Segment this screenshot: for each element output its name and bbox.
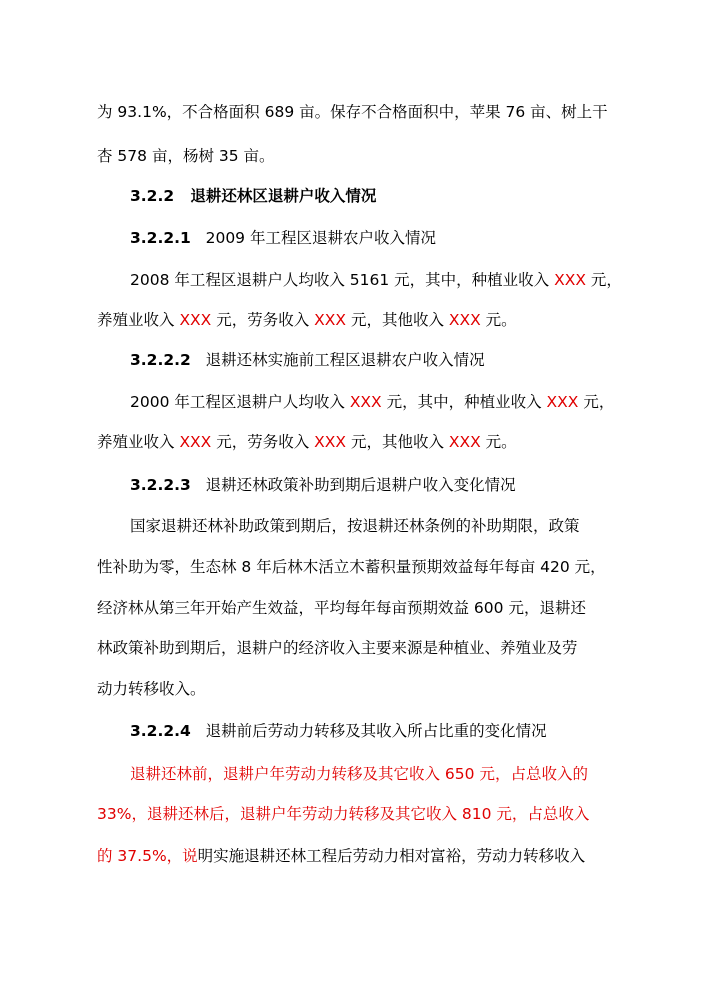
placeholder-value: XXX bbox=[314, 433, 347, 451]
heading-number: 3.2.2.3 bbox=[130, 476, 191, 494]
paragraph-line bbox=[130, 392, 614, 412]
paragraph-line: 为 93.1%，不合格面积 689 亩。保存不合格面积中，苹果 76 亩、树上干 bbox=[97, 103, 608, 121]
paragraph-line bbox=[97, 846, 585, 866]
paragraph-line bbox=[130, 270, 622, 290]
paragraph-line: 动力转移收入。 bbox=[97, 680, 206, 698]
placeholder-value: XXX bbox=[349, 393, 382, 411]
section-heading-3-2-2-1 bbox=[130, 228, 436, 248]
section-heading-3-2-2-2 bbox=[130, 350, 485, 370]
text-run: 元，其中，种植业收入 bbox=[381, 393, 547, 411]
paragraph-line: 性补助为零，生态林 8 年后林木活立木蓄积量预期效益每年每亩 420 元， bbox=[97, 558, 606, 576]
text-run: 养殖业收入 bbox=[97, 433, 180, 451]
text-run: 元，劳务收入 bbox=[211, 433, 315, 451]
paragraph-line: 经济林从第三年开始产生效益，平均每年每亩预期效益 600 元，退耕还 bbox=[97, 599, 586, 617]
text-run: 2008 年工程区退耕户人均收入 5161 元，其中，种植业收入 bbox=[130, 271, 555, 289]
text-run: 元。 bbox=[480, 311, 517, 329]
text-run: 元。 bbox=[480, 433, 517, 451]
paragraph-line bbox=[97, 432, 517, 452]
paragraph-line: 杏 578 亩，杨树 35 亩。 bbox=[97, 147, 275, 165]
heading-number: 3.2.2 bbox=[130, 187, 175, 205]
paragraph-line bbox=[97, 310, 517, 330]
text-run: 2000 年工程区退耕户人均收入 bbox=[130, 393, 350, 411]
placeholder-value: XXX bbox=[546, 393, 579, 411]
paragraph-line: 33%，退耕还林后，退耕户年劳动力转移及其它收入 810 元，占总收入 bbox=[97, 805, 590, 823]
text-run: 元， bbox=[578, 393, 615, 411]
text-run: 元，劳务收入 bbox=[211, 311, 315, 329]
section-heading-3-2-2 bbox=[130, 186, 376, 206]
placeholder-value: XXX bbox=[554, 271, 586, 289]
placeholder-value: XXX bbox=[448, 311, 481, 329]
paragraph-line: 林政策补助到期后，退耕户的经济收入主要来源是种植业、养殖业及劳 bbox=[97, 639, 578, 657]
heading-title: 退耕还林区退耕户收入情况 bbox=[190, 187, 377, 205]
text-run: 明实施退耕还林工程后劳动力相对富裕，劳动力转移收入 bbox=[197, 847, 586, 865]
text-run: 元，其他收入 bbox=[346, 311, 449, 329]
heading-title: 退耕前后劳动力转移及其收入所占比重的变化情况 bbox=[205, 722, 547, 740]
placeholder-value: XXX bbox=[314, 311, 347, 329]
heading-title: 2009 年工程区退耕农户收入情况 bbox=[205, 229, 436, 247]
placeholder-value: XXX bbox=[448, 433, 481, 451]
placeholder-value: XXX bbox=[179, 311, 212, 329]
heading-number: 3.2.2.1 bbox=[130, 229, 191, 247]
heading-title: 退耕还林政策补助到期后退耕户收入变化情况 bbox=[205, 476, 516, 494]
heading-title: 退耕还林实施前工程区退耕农户收入情况 bbox=[205, 351, 485, 369]
paragraph-line: 退耕还林前，退耕户年劳动力转移及其它收入 650 元，占总收入的 bbox=[130, 765, 588, 783]
text-run: 元，其他收入 bbox=[346, 433, 449, 451]
heading-number: 3.2.2.4 bbox=[130, 722, 191, 740]
text-run: 元， bbox=[585, 271, 622, 289]
text-run: 的 37.5%，说 bbox=[97, 847, 198, 865]
heading-number: 3.2.2.2 bbox=[130, 351, 191, 369]
placeholder-value: XXX bbox=[179, 433, 212, 451]
paragraph-line: 国家退耕还林补助政策到期后，按退耕还林条例的补助期限，政策 bbox=[130, 517, 580, 535]
section-heading-3-2-2-4 bbox=[130, 721, 547, 741]
section-heading-3-2-2-3 bbox=[130, 475, 516, 495]
text-run: 养殖业收入 bbox=[97, 311, 180, 329]
